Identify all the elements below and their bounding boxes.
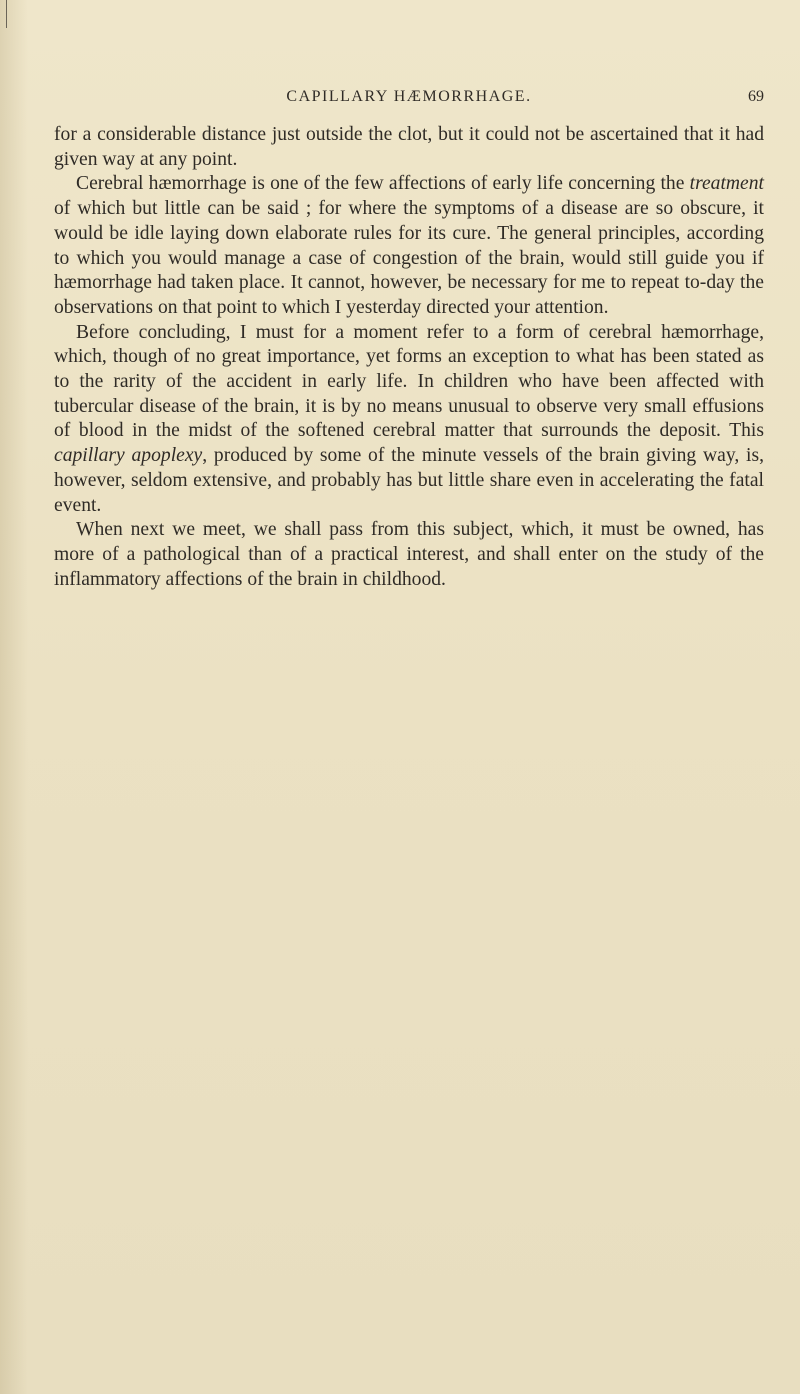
paragraph-3-italic: capillary apoplexy <box>54 445 203 467</box>
running-title: CAPILLARY HÆMORRHAGE. <box>286 88 532 105</box>
page-number: 69 <box>748 88 764 105</box>
paragraph-4 <box>54 518 764 592</box>
page-edge-mark <box>0 0 7 28</box>
body-text <box>54 123 764 592</box>
paragraph-4-text: When next we meet, we shall pass from this subject, which, it must be owned, has more of a pathological than of a practical interest, and shall enter on the study of the inflammatory affections of the brain in childhood. <box>54 519 764 590</box>
running-head <box>54 88 764 112</box>
paragraph-3-text-b: , produced by some of the minute vessels of the brain giving way, is, however, seldom extensive, and probably has but little share even in accelerating the fatal event. <box>54 445 764 516</box>
paragraph-2 <box>54 172 764 320</box>
paragraph-2-text-a: Cerebral hæmorrhage is one of the few affections of early life concerning the <box>76 173 690 195</box>
paragraph-3 <box>54 321 764 519</box>
paragraph-1 <box>54 123 764 172</box>
paragraph-3-text-a: Before concluding, I must for a moment refer to a form of cerebral hæmorrhage, which, though of no great importance, yet forms an exception to what has been stated as to the rarity of the accident in early life. In children who have been affected with tubercular disease of the brain, it is by no means unusual to observe very small effusions of blood in the midst of the softened cerebral matter that surrounds the deposit. This <box>54 321 764 442</box>
paragraph-2-italic: treatment <box>689 173 764 195</box>
paragraph-1-text: for a considerable distance just outside the clot, but it could not be ascertained that it had given way at any point. <box>54 124 764 170</box>
paragraph-2-text-b: of which but little can be said ; for where the symptoms of a disease are so obscure, it would be idle laying down elaborate rules for its cure. The general principles, according to which you would manage a case of congestion of the brain, would still guide you if hæmorrhage had taken place. It cannot, however, be necessary for me to repeat to-day the observations on that point to which I yesterday directed your attention. <box>54 198 764 318</box>
